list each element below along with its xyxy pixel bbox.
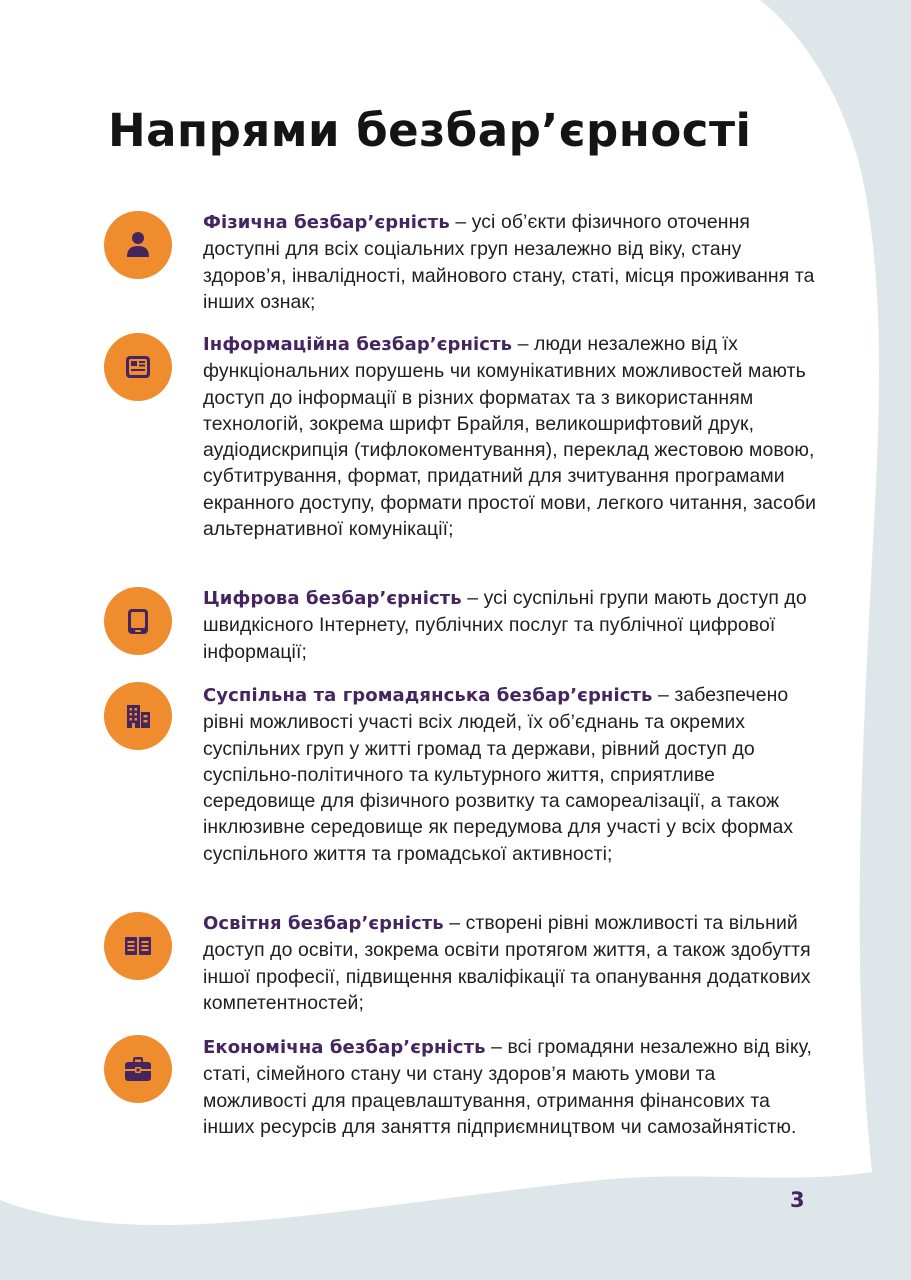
section-description: усі суспільні групи мають доступ до швидкісного Інтернету, публічних послуг та публічної цифрової інформації;	[203, 587, 807, 663]
section-description: всі громадяни незалежно від віку, статі, сімейного стану чи стану здоров’я мають умови та можливості для працевлаштування, отримання фінансових та інших ресурсів для заняття підприємництвом чи самозайнятістю.	[203, 1036, 812, 1138]
section-term: Освітня безбар’єрність	[203, 913, 444, 934]
newspaper-icon-circle	[104, 333, 172, 401]
section-text: Інформаційна безбар’єрність – люди незалежно від їх функціональних порушень чи комунікативних можливостей мають доступ до інформації в різних форматах та з використанням технологій, зокрема шрифт Брайля, великошрифтовий друк, аудіодискрипція (тифлокоментування), переклад жестовою мовою, субтитрування, формат, придатний для зчитування програмами екранного доступу, формати простої мови, легкого читання, засоби альтернативної комунікації;	[203, 333, 817, 541]
newspaper-icon	[120, 349, 156, 385]
book-icon-circle	[104, 912, 172, 980]
section-description: усі об’єкти фізичного оточення доступні для всіх соціальних груп незалежно від віку, стану здоров’я, інвалідності, майнового стану, статі, місця проживання та інших ознак;	[203, 211, 815, 313]
section-term: Суспільна та громадянська безбар’єрність	[203, 685, 653, 706]
section-text: Цифрова безбар’єрність – усі суспільні групи мають доступ до швидкісного Інтернету, публічних послуг та публічної цифрової інформації;	[203, 587, 807, 663]
buildings-icon	[120, 698, 156, 734]
section-text: Суспільна та громадянська безбар’єрність – забезпечено рівні можливості участі всіх людей, їх об’єднань та окремих суспільних груп у житті громад та держави, рівний доступ до суспільно-політичного та культурного життя, сприятливе середовище для фізичного розвитку та самореалізації, а також інклюзивне середовище як передумова для участі у всіх формах суспільного життя та громадської активності;	[203, 684, 794, 865]
tablet-icon	[120, 603, 156, 639]
briefcase-icon-circle	[104, 1035, 172, 1103]
person-icon-circle	[104, 211, 172, 279]
tablet-icon-circle	[104, 587, 172, 655]
page-title: Напрями безбар’єрності	[108, 104, 752, 157]
section-text: Економічна безбар’єрність – всі громадяни незалежно від віку, статі, сімейного стану чи стану здоров’я мають умови та можливості для працевлаштування, отримання фінансових та інших ресурсів для заняття підприємництвом чи самозайнятістю.	[203, 1036, 812, 1138]
page-number: 3	[790, 1188, 805, 1212]
section-description: забезпечено рівні можливості участі всіх людей, їх об’єднань та окремих суспільних груп у житті громад та держави, рівний доступ до суспільно-політичного та культурного життя, сприятливе середовище для фізичного розвитку та самореалізації, а також інклюзивне середовище як передумова для участі у всіх формах суспільного життя та громадської активності;	[203, 684, 794, 865]
section-description: створені рівні можливості та вільний доступ до освіти, зокрема освіти протягом життя, а також здобуття іншої професії, підвищення кваліфікації та опанування додаткових компетентностей;	[203, 912, 811, 1014]
section-description: люди незалежно від їх функціональних порушень чи комунікативних можливостей мають доступ до інформації в різних форматах та з використанням технологій, зокрема шрифт Брайля, великошрифтовий друк, аудіодискрипція (тифлокоментування), переклад жестовою мовою, субтитрування, формат, придатний для зчитування програмами екранного доступу, формати простої мови, легкого читання, засоби альтернативної комунікації;	[203, 333, 817, 541]
buildings-icon-circle	[104, 682, 172, 750]
section-term: Цифрова безбар’єрність	[203, 588, 462, 609]
section-term: Економічна безбар’єрність	[203, 1037, 486, 1058]
section-text: Освітня безбар’єрність – створені рівні можливості та вільний доступ до освіти, зокрема освіти протягом життя, а також здобуття іншої професії, підвищення кваліфікації та опанування додаткових компетентностей;	[203, 912, 811, 1014]
book-icon	[120, 928, 156, 964]
section-text: Фізична безбар’єрність – усі об’єкти фізичного оточення доступні для всіх соціальних груп незалежно від віку, стану здоров’я, інвалідності, майнового стану, статі, місця проживання та інших ознак;	[203, 211, 815, 313]
section-term: Інформаційна безбар’єрність	[203, 334, 513, 355]
briefcase-icon	[120, 1051, 156, 1087]
section-term: Фізична безбар’єрність	[203, 212, 450, 233]
person-icon	[120, 227, 156, 263]
